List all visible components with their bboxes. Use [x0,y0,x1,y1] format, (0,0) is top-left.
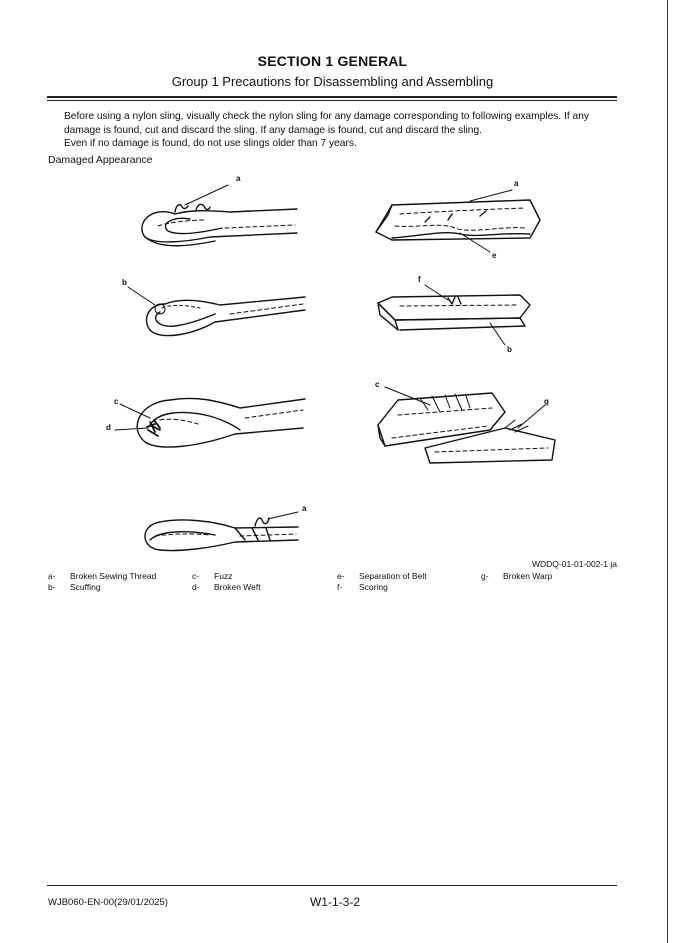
legend-label: Scuffing [70,582,101,592]
callout-e: e [492,251,497,260]
callout-a-1: a [236,174,241,183]
sling-separation-of-belt [376,190,540,252]
sling-scuffing [128,287,305,336]
footer-page-number: W1-1-3-2 [309,895,360,909]
callout-b-1: b [122,278,127,287]
callout-f: f [418,275,421,284]
callout-d: d [106,423,111,432]
figure-code: WDDQ-01-01-002-1 ja [531,559,617,569]
legend-key: c- [192,571,200,581]
legend-key: f- [337,582,343,592]
legend-label: Separation of Belt [359,571,427,581]
legend-key: b- [48,582,56,592]
callout-c-1: c [114,397,119,406]
intro-paragraph-1: Before using a nylon sling, visually check the nylon sling for any damage corresponding to following examples. If any damage is found, cut and discard the sling. If any damage is found, cut and discard the sling. [64,111,589,136]
legend-key: d- [192,582,200,592]
sling-scoring [378,285,530,345]
legend-key: a- [48,571,56,581]
callout-g: g [544,397,549,406]
legend-key: e- [337,571,345,581]
legend-label: Broken Weft [214,582,261,592]
legend-label: Scoring [359,582,388,592]
legend-label: Broken Sewing Thread [70,571,157,581]
legend-label: Fuzz [214,571,233,581]
sling-broken-thread-1 [142,185,297,246]
section-title: SECTION 1 GENERAL [257,53,408,69]
legend-label: Broken Warp [503,571,553,581]
callout-a-3: a [302,504,307,513]
sling-fuzz-broken-weft [115,398,305,447]
sling-fuzz-broken-warp [378,387,555,463]
figure-subheading: Damaged Appearance [48,154,153,166]
intro-paragraph-2: Even if no damage is found, do not use slings older than 7 years. [64,138,357,149]
footer-doc-code: WJB060-EN-00(29/01/2025) [48,897,168,908]
footer-rule [47,885,617,886]
sling-broken-thread-2 [145,512,298,551]
group-title: Group 1 Precautions for Disassembling and Assembling [171,74,494,89]
callout-a-2: a [514,179,519,188]
callout-b-2: b [507,345,512,354]
page-edge-line [667,0,668,943]
legend-key: g- [481,571,489,581]
callout-c-2: c [375,380,380,389]
